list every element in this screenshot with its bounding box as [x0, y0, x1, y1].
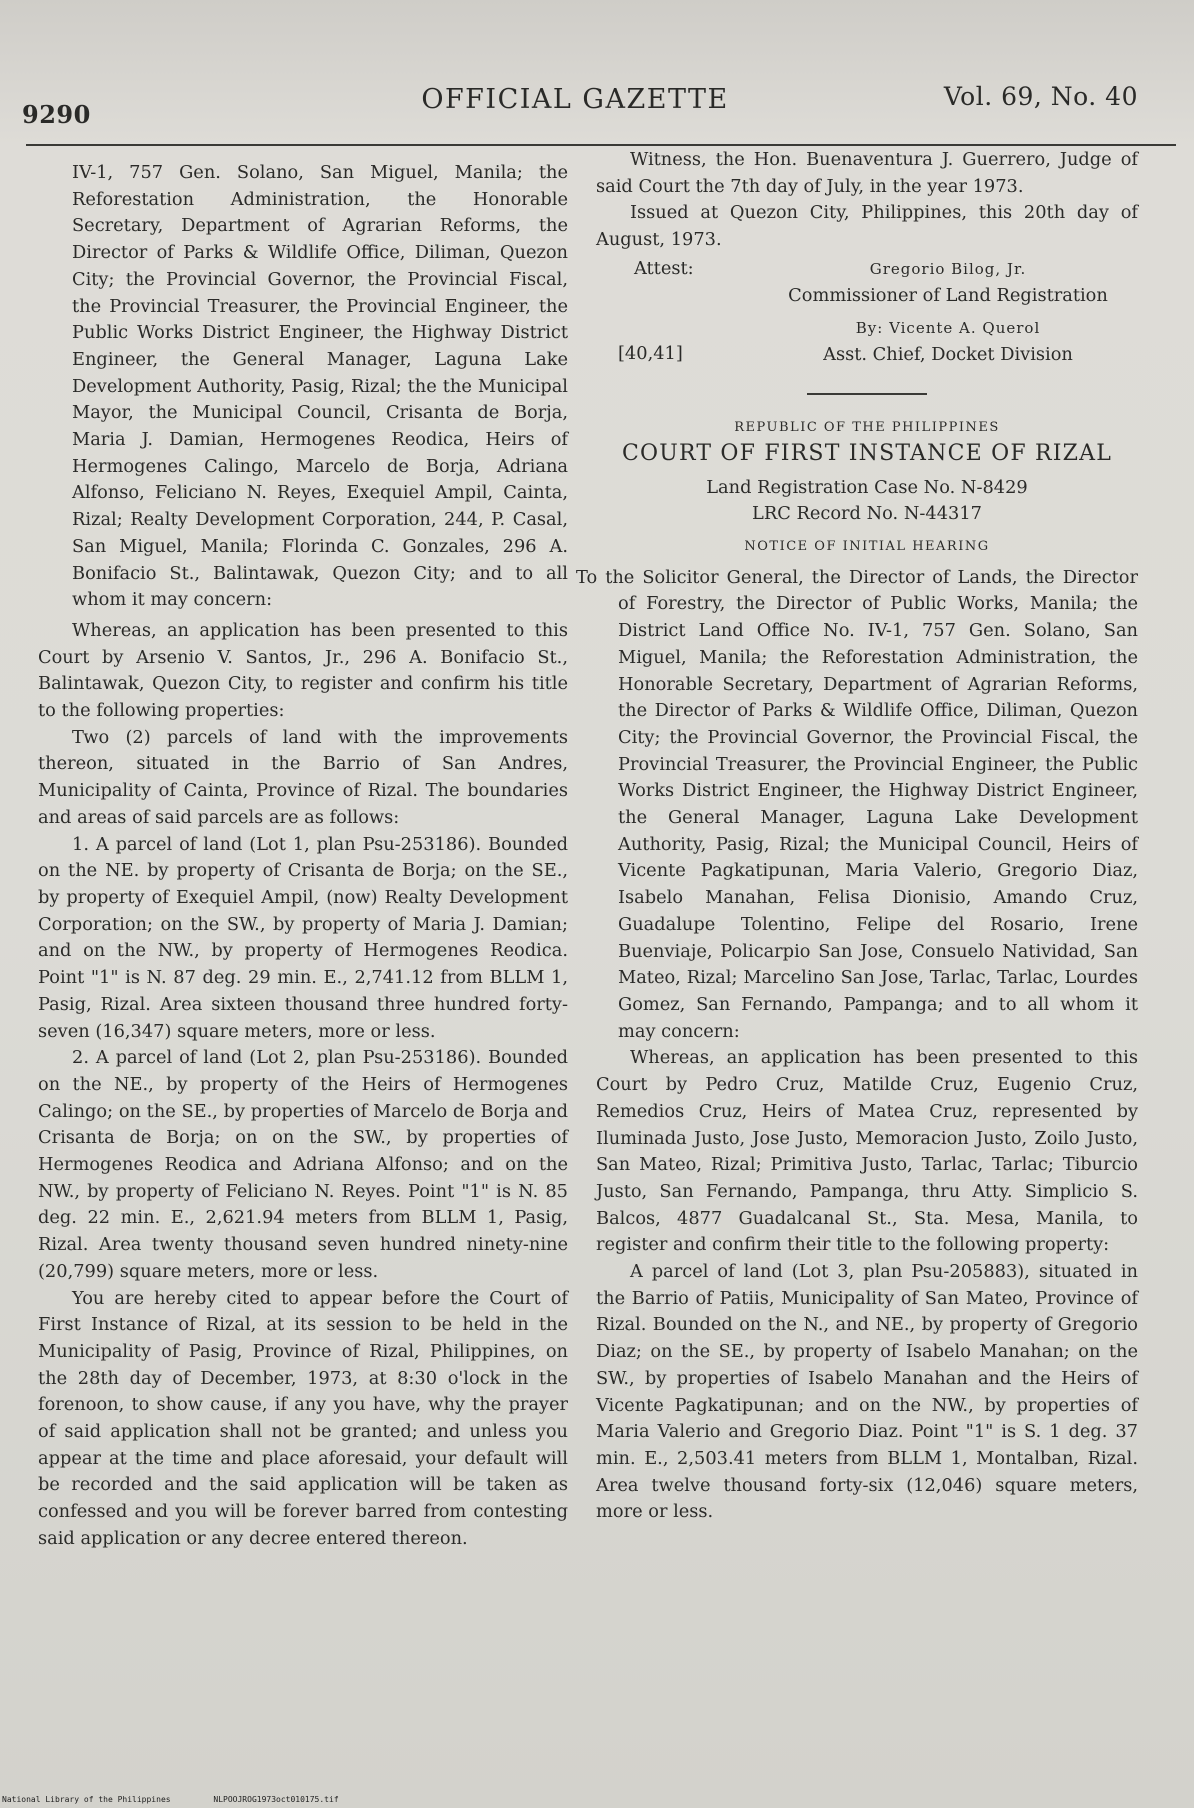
whereas-paragraph-2: Whereas, an application has been presented to this Court by Pedro Cruz, Matilde Cruz, Eugenio Cruz, Remedios Cruz, Heirs of Matea Cruz, represented by Iluminada Justo, Jose Justo, Memoracion Justo, Zoilo Justo, San Mateo, Rizal; Primitiva Justo, Tarlac, Tarlac; Tiburcio Justo, San Fernando, Pampanga, thru Atty. Simplicio S. Balcos, 4877 Guadalcanal St., Sta. Mesa, Manila, to register and confirm their title to the following property:	[596, 1047, 1138, 1256]
lrc-record: LRC Record No. N-44317	[752, 503, 982, 525]
file-name: NLPOOJROG1973oct010175.tif	[213, 1795, 339, 1804]
notice-heading: NOTICE OF INITIAL HEARING	[744, 539, 990, 555]
parcel-1: 1. A parcel of land (Lot 1, plan Psu-253186). Bounded on the NE. by property of Crisanta de Borja; on the SE., by property of Exequiel Ampil, (now) Realty Development Corporation; on the SW., by property of Maria J. Damian; and on the NW., by property of Hermogenes Reodica. Point "1" is N. 87 deg. 29 min. E., 2,741.12 from BLLM 1, Pasig, Rizal. Area sixteen thousand three hundred forty-seven (16,347) square meters, more or less.	[38, 833, 568, 1042]
attest-label: Attest:	[634, 257, 694, 279]
by-title: Asst. Chief, Docket Division	[823, 343, 1073, 365]
signatory	[758, 256, 1138, 309]
witness-paragraph: Witness, the Hon. Buenaventura J. Guerrero, Judge of said Court the 7th day of July, in the year 1973.	[596, 149, 1138, 197]
case-number: Land Registration Case No. N-8429	[706, 476, 1028, 498]
republic-heading: REPUBLIC OF THE PHILIPPINES	[734, 419, 1000, 435]
library-credit: National Library of the Philippines	[2, 1795, 171, 1804]
citation-paragraph: You are hereby cited to appear before the Court of First Instance of Rizal, at its session to be held in the Municipality of Pasig, Province of Rizal, Philippines, on the 28th day of December, 1973, at 8:30 o'lock in the forenoon, to show cause, if any you have, why the prayer of said application shall not be granted; and unless you appear at the time and place aforesaid, your default will be recorded and the said application will be taken as confessed and you will be forever barred from contesting said application or any decree entered thereon.	[38, 1287, 568, 1549]
addressees-continued: IV-1, 757 Gen. Solano, San Miguel, Manila; the Reforestation Administration, the Honorable Secretary, Department of Agrarian Reforms, the Director of Parks & Wildlife Office, Diliman, Quezon City; the Provincial Governor, the Provincial Fiscal, the Provincial Treasurer, the Provincial Engineer, the Public Works District Engineer, the Highway District Engineer, the General Manager, Laguna Lake Development Authority, Pasig, Rizal; the the Municipal Mayor, the Municipal Council, Crisanta de Borja, Maria J. Damian, Hermogenes Reodica, Heirs of Hermogenes Calingo, Marcelo de Borja, Adriana Alfonso, Feliciano N. Reyes, Exequiel Ampil, Cainta, Rizal; Realty Development Corporation, 244, P. Casal, San Miguel, Manila; Florinda C. Gonzales, 296 A. Bonifacio St., Balintawak, Quezon City; and to all whom it may concern:	[72, 162, 568, 611]
parcels-intro: Two (2) parcels of land with the improvements thereon, situated in the Barrio of San Andres, Municipality of Cainta, Province of Rizal. The boundaries and areas of said parcels are as follows:	[38, 726, 568, 828]
volume-number: Vol. 69, No. 40	[943, 82, 1138, 111]
addressees: To the Solicitor General, the Director of Lands, the Director of Forestry, the Director of Public Works, Manila; the District Land Office No. IV-1, 757 Gen. Solano, San Miguel, Manila; the Reforestation Administration, the Honorable Secretary, Department of Agrarian Reforms, the Director of Parks & Wildlife Office, Diliman, Quezon City; the Provincial Governor, the Provincial Fiscal, the Provincial Treasurer, the Provincial Engineer, the Public Works District Engineer, the Highway District Engineer, the General Manager, Laguna Lake Development Authority, Pasig, Rizal; the Municipal Council, Heirs of Vicente Pagkatipunan, Maria Valerio, Gregorio Diaz, Isabelo Manahan, Felisa Dionisio, Amando Cruz, Guadalupe Tolentino, Felipe del Rosario, Irene Buenviaje, Policarpio San Jose, Consuelo Natividad, San Mateo, Rizal; Marcelino San Jose, Tarlac, Tarlac, Lourdes Gomez, San Fernando, Pampanga; and to all whom it may concern:	[576, 566, 1138, 1042]
left-column	[38, 160, 568, 1553]
page-number: 9290	[22, 100, 91, 129]
page-header	[0, 70, 1194, 130]
signatory-title: Commissioner of Land Registration	[788, 284, 1108, 306]
right-column	[576, 147, 1138, 1526]
by-block	[596, 315, 1138, 368]
whereas-paragraph: Whereas, an application has been presented to this Court by Arsenio V. Santos, Jr., 296 A. Bonifacio St., Balintawak, Quezon City, to register and confirm his title to the following properties:	[38, 619, 568, 722]
header-rule	[26, 144, 1176, 146]
parcel-lot-3: A parcel of land (Lot 3, plan Psu-205883), situated in the Barrio of Patiis, Municipality of San Mateo, Province of Rizal. Bounded on the N., and NE., by property of Gregorio Diaz; on the SE., by property of Isabelo Manahan; on the SW., by properties of Isabelo Manahan and the Heirs of Vicente Pagkatipunan; and on the NW., by properties of Maria Valerio and Gregorio Diaz. Point "1" is S. 1 deg. 37 min. E., 2,503.41 meters from BLLM 1, Montalban, Rizal. Area twelve thousand forty-six (12,046) square meters, more or less.	[596, 1261, 1138, 1523]
attest-block	[596, 256, 1138, 309]
scan-footer	[2, 1795, 377, 1804]
parcel-2: 2. A parcel of land (Lot 2, plan Psu-253186). Bounded on the NE., by property of the Heirs of Hermogenes Calingo; on the SE., by properties of Marcelo de Borja and Crisanta de Borja; on on the SW., by properties of Hermogenes Reodica and Adriana Alfonso; and on the NW., by property of Feliciano N. Reyes. Point "1" is N. 85 deg. 22 min. E., 2,621.94 meters from BLLM 1, Pasig, Rizal. Area twenty thousand seven hundred ninety-nine (20,799) square meters, more or less.	[38, 1047, 568, 1282]
issued-paragraph: Issued at Quezon City, Philippines, this 20th day of August, 1973.	[596, 202, 1138, 251]
publication-title: OFFICIAL GAZETTE	[421, 84, 729, 115]
reference-number: [40,41]	[618, 343, 683, 365]
by-name: By: Vicente A. Querol	[855, 319, 1041, 338]
section-divider	[807, 393, 927, 395]
by-signatory	[758, 315, 1138, 368]
signatory-name: Gregorio Bilog, Jr.	[869, 259, 1027, 278]
court-heading: COURT OF FIRST INSTANCE OF RIZAL	[621, 440, 1113, 466]
